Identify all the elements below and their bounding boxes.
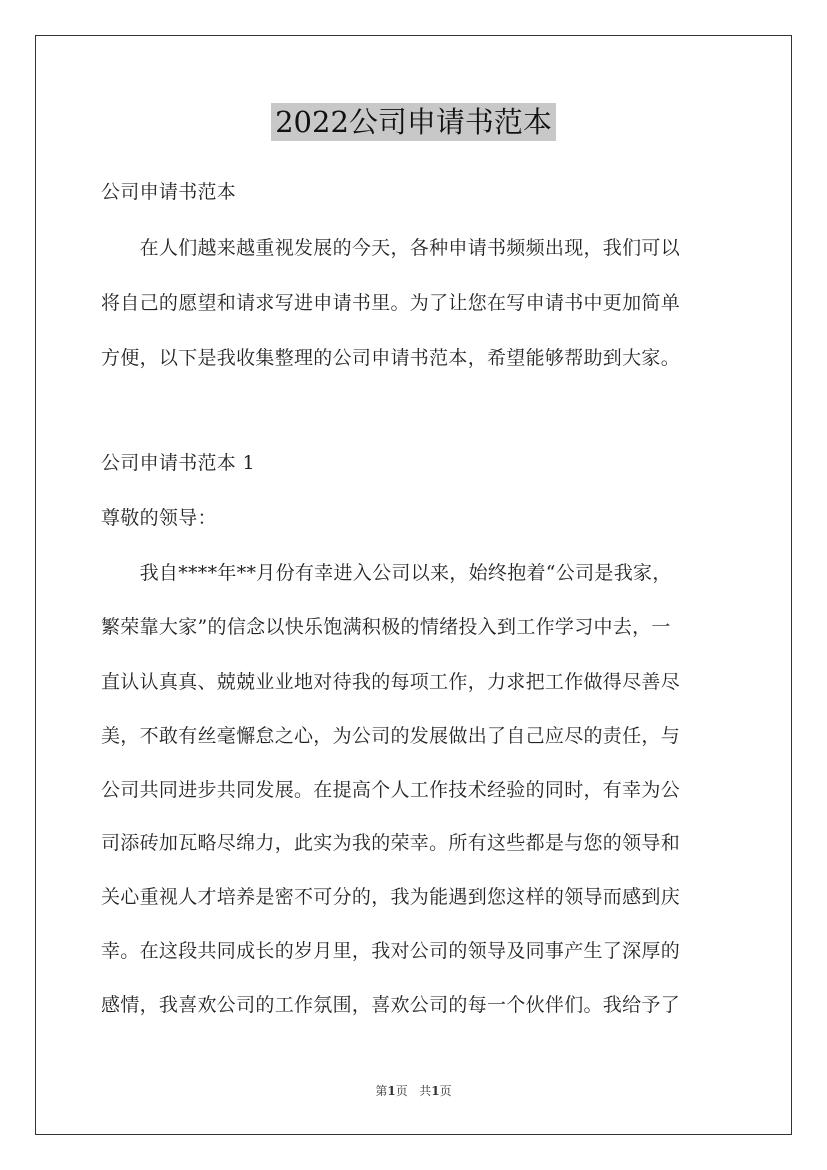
footer-page-number: 1 <box>387 1084 396 1098</box>
footer-total-number: 1 <box>431 1084 440 1098</box>
body-line: 我自****年**月份有幸进入公司以来，始终抱着“公司是我家， <box>101 562 672 584</box>
document-title-text: 2022公司申请书范本 <box>271 103 556 141</box>
footer-total-prefix: 共 <box>419 1084 432 1098</box>
body-line: 司添砖加瓦略尽绵力，此实为我的荣幸。所有这些都是与您的领导和 <box>101 832 681 854</box>
body-line: 直认认真真、兢兢业业地对待我的每项工作，力求把工作做得尽善尽 <box>101 671 681 693</box>
body-line: 感情，我喜欢公司的工作氛围，喜欢公司的每一个伙伴们。我给予了 <box>101 994 681 1016</box>
body-line: 幸。在这段共同成长的岁月里，我对公司的领导及同事产生了深厚的 <box>101 940 681 962</box>
intro-line: 将自己的愿望和请求写进申请书里。为了让您在写申请书中更加简单 <box>101 292 681 314</box>
footer-page-suffix: 页 <box>395 1084 408 1098</box>
salutation: 尊敬的领导： <box>101 507 217 529</box>
body-line: 美，不敢有丝毫懈怠之心，为公司的发展做出了自己应尽的责任，与 <box>101 725 681 747</box>
body-line: 公司共同进步共同发展。在提高个人工作技术经验的同时，有幸为公 <box>101 779 681 801</box>
page-footer <box>0 1084 827 1098</box>
body-line: 繁荣靠大家”的信念以快乐饱满积极的情绪投入到工作学习中去，一 <box>101 616 671 638</box>
intro-line: 方便，以下是我收集整理的公司申请书范本，希望能够帮助到大家。 <box>101 347 681 369</box>
document-title <box>0 103 827 141</box>
section-heading: 公司申请书范本 1 <box>101 452 255 474</box>
footer-page-prefix: 第 <box>375 1084 388 1098</box>
body-line: 关心重视人才培养是密不可分的，我为能遇到您这样的领导而感到庆 <box>101 886 681 908</box>
footer-total-suffix: 页 <box>439 1084 452 1098</box>
intro-line: 在人们越来越重视发展的今天，各种申请书频频出现，我们可以 <box>101 237 681 259</box>
section-heading: 公司申请书范本 <box>101 181 237 203</box>
